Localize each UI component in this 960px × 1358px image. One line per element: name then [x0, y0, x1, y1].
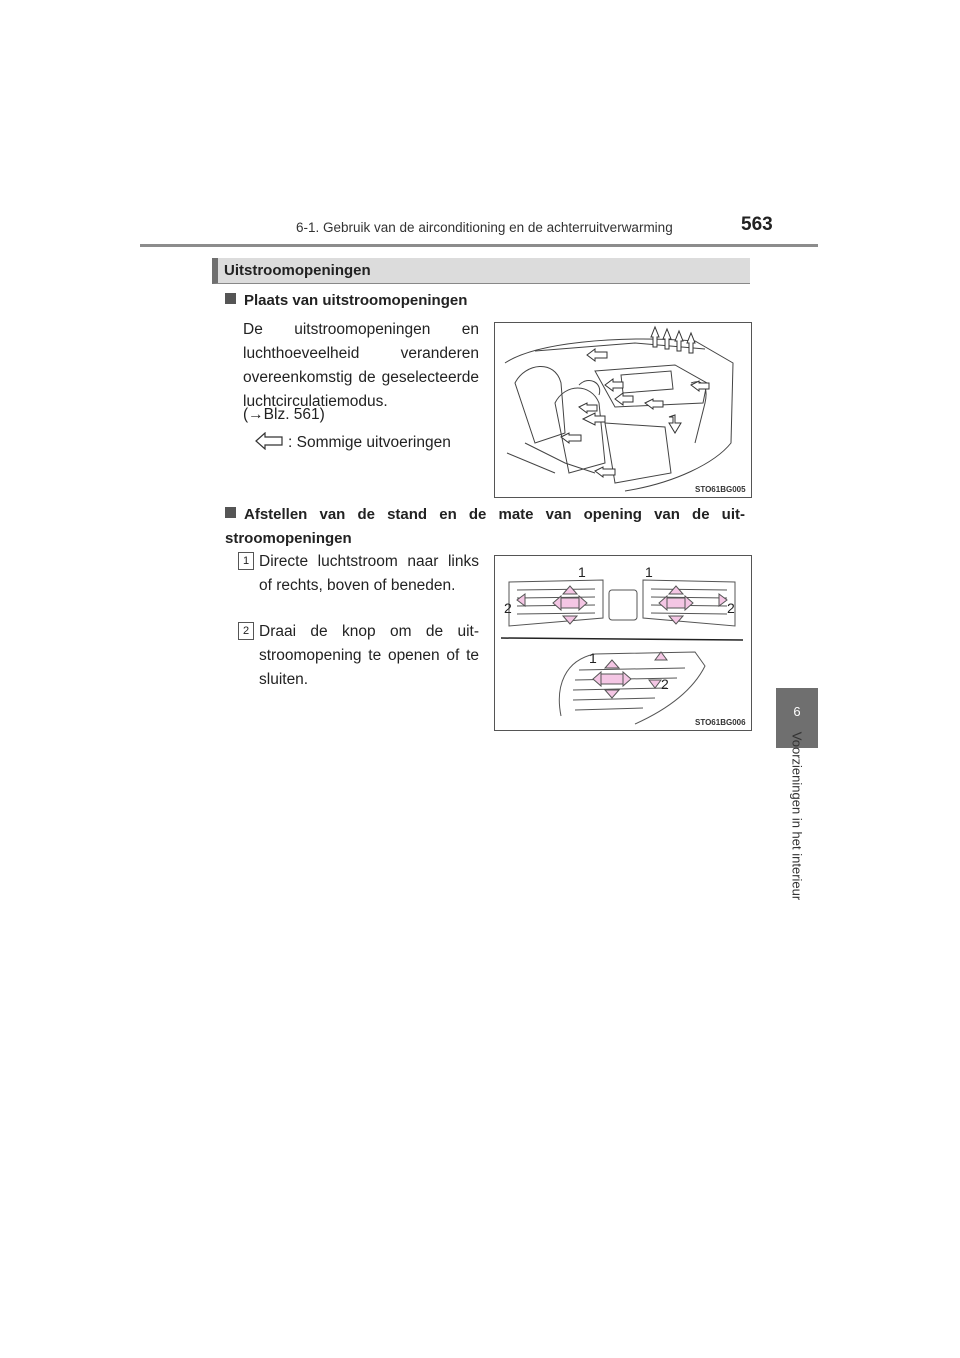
cabin-illustration — [495, 323, 751, 497]
square-bullet-icon — [225, 507, 236, 518]
header-rule — [140, 244, 818, 247]
figure-vent-locations — [494, 322, 752, 498]
callout-2c: 2 — [661, 676, 669, 692]
callout-1a: 1 — [578, 564, 586, 580]
page-reference: (→Blz. 561) — [243, 406, 325, 423]
running-head: 6-1. Gebruik van de airconditioning en de achterruitverwarming — [296, 220, 673, 235]
chapter-tab-number: 6 — [793, 704, 801, 719]
chapter-tab-label: Voorzieningen in het interieur — [789, 731, 805, 901]
item-text-2: Draai de knop om de uitstroomopening te openen of te sluiten. — [259, 623, 479, 688]
section-title: Uitstroomopeningen — [224, 262, 371, 279]
item-text-1: Directe luchtstroom naar links of rechts, boven of beneden. — [259, 553, 479, 594]
figure-code-2: STO61BG006 — [695, 718, 746, 727]
subsection-title-location: Plaats van uitstroomopeningen — [225, 292, 467, 309]
legend-text: : Sommige uitvoeringen — [288, 434, 451, 451]
vent-illustration — [495, 556, 751, 730]
figure-code-1: STO61BG005 — [695, 485, 746, 494]
item-number-2: 2 — [238, 621, 254, 640]
callout-2b: 2 — [727, 600, 735, 616]
callout-1c: 1 — [589, 650, 597, 666]
subsection-title-adjust: Afstellen van de stand en de mate van opening van de uitstroomopeningen — [225, 506, 745, 547]
legend-arrow-icon — [255, 432, 283, 455]
page-number: 563 — [741, 214, 773, 235]
callout-1b: 1 — [645, 564, 653, 580]
square-bullet-icon — [225, 293, 236, 304]
location-body: De uitstroomopeningen en luchthoeveelheid veranderen overeenkomstig de geselecteerde luchtcirculatiemodus. — [243, 321, 479, 410]
callout-2a: 2 — [504, 600, 512, 616]
figure-vent-adjust — [494, 555, 752, 731]
item-number-1: 1 — [238, 551, 254, 570]
